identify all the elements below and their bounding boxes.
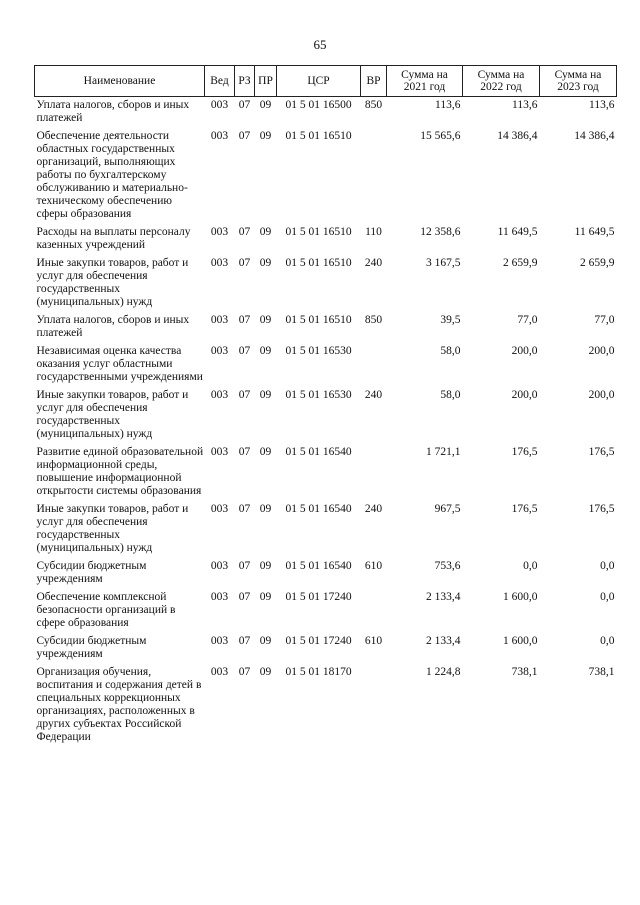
cell-sum-2021: 58,0: [440, 389, 461, 401]
cell-ved: 003: [210, 503, 229, 515]
cell-pr: 09: [259, 591, 272, 603]
cell-pr: 09: [259, 314, 272, 326]
cell-name: Иные закупки товаров, работ и услуг для обеспечения государственных (муниципальных) нужд: [36, 389, 189, 440]
cell-vr: [361, 343, 387, 387]
cell-ved: 003: [210, 226, 229, 238]
cell-sum-2021: 1 721,1: [426, 446, 461, 458]
cell-vr: 850: [364, 314, 383, 326]
cell-sum-2021: 967,5: [434, 503, 461, 515]
cell-sum-2021: 2 133,4: [426, 591, 461, 603]
cell-vr: 110: [365, 226, 382, 238]
cell-rz: 07: [238, 314, 251, 326]
cell-sum-2023: 200,0: [588, 389, 615, 401]
cell-csr: 01 5 01 16510: [285, 130, 352, 142]
cell-ved: 003: [210, 666, 229, 678]
cell-pr: 09: [259, 503, 272, 515]
header-vr: ВР: [361, 66, 387, 97]
table-row: [35, 558, 617, 589]
cell-ved: 003: [210, 560, 229, 572]
cell-sum-2022: 200,0: [511, 389, 538, 401]
cell-sum-2022: 1 600,0: [503, 591, 538, 603]
cell-rz: 07: [238, 345, 251, 357]
cell-pr: 09: [259, 560, 272, 572]
cell-csr: 01 5 01 16510: [285, 314, 352, 326]
cell-vr: [361, 589, 387, 633]
cell-sum-2021: 15 565,6: [420, 130, 461, 142]
cell-vr: 850: [364, 99, 383, 111]
table-row: [35, 128, 617, 224]
cell-ved: 003: [210, 314, 229, 326]
cell-name: Расходы на выплаты персоналу казенных учреждений: [36, 226, 191, 251]
cell-csr: 01 5 01 16530: [285, 389, 352, 401]
table-header-row: [35, 66, 617, 97]
cell-sum-2021: 12 358,6: [420, 226, 461, 238]
table-row: [35, 501, 617, 558]
cell-sum-2023: 113,6: [589, 99, 615, 111]
cell-csr: 01 5 01 16510: [285, 226, 352, 238]
cell-ved: 003: [210, 130, 229, 142]
cell-sum-2022: 113,6: [512, 99, 538, 111]
header-csr: ЦСР: [277, 66, 361, 97]
cell-pr: 09: [259, 226, 272, 238]
table-row: [35, 255, 617, 312]
cell-sum-2022: 176,5: [511, 503, 538, 515]
cell-ved: 003: [210, 446, 229, 458]
cell-name: Развитие единой образовательной информационной среды, повышение информационной открытости системы образования: [36, 446, 204, 497]
table-row: [35, 97, 617, 129]
cell-ved: 003: [210, 635, 229, 647]
header-rz: РЗ: [235, 66, 255, 97]
table-row: [35, 312, 617, 343]
cell-rz: 07: [238, 635, 251, 647]
cell-rz: 07: [238, 99, 251, 111]
cell-sum-2021: 39,5: [440, 314, 461, 326]
cell-name: Организация обучения, воспитания и содержания детей в специальных коррекционных организациях, расположенных в других субъектах Российской Федерации: [36, 666, 202, 743]
cell-csr: 01 5 01 16540: [285, 560, 352, 572]
cell-name: Уплата налогов, сборов и иных платежей: [36, 314, 190, 339]
cell-sum-2023: 738,1: [588, 666, 615, 678]
table-row: [35, 224, 617, 255]
cell-rz: 07: [238, 130, 251, 142]
cell-sum-2021: 753,6: [434, 560, 461, 572]
cell-sum-2022: 176,5: [511, 446, 538, 458]
cell-pr: 09: [259, 389, 272, 401]
cell-pr: 09: [259, 635, 272, 647]
cell-sum-2023: 176,5: [588, 446, 615, 458]
cell-rz: 07: [238, 666, 251, 678]
cell-pr: 09: [259, 446, 272, 458]
cell-sum-2023: 77,0: [594, 314, 615, 326]
cell-csr: 01 5 01 16500: [285, 99, 352, 111]
cell-ved: 003: [210, 591, 229, 603]
cell-name: Независимая оценка качества оказания услуг областными государственными учреждениями: [36, 345, 203, 383]
cell-sum-2022: 0,0: [523, 560, 538, 572]
cell-sum-2021: 2 133,4: [426, 635, 461, 647]
cell-ved: 003: [210, 389, 229, 401]
cell-sum-2023: 0,0: [600, 635, 615, 647]
cell-sum-2022: 200,0: [511, 345, 538, 357]
cell-ved: 003: [210, 345, 229, 357]
cell-csr: 01 5 01 16510: [285, 257, 352, 269]
cell-sum-2023: 11 649,5: [574, 226, 615, 238]
cell-vr: 240: [364, 257, 383, 269]
table-row: [35, 444, 617, 501]
cell-sum-2023: 200,0: [588, 345, 615, 357]
cell-rz: 07: [238, 226, 251, 238]
cell-rz: 07: [238, 389, 251, 401]
cell-ved: 003: [210, 257, 229, 269]
cell-sum-2023: 2 659,9: [580, 257, 615, 269]
cell-pr: 09: [259, 99, 272, 111]
cell-vr: 610: [364, 560, 383, 572]
table-row: [35, 387, 617, 444]
cell-sum-2021: 1 224,8: [426, 666, 461, 678]
cell-sum-2023: 14 386,4: [574, 130, 615, 142]
cell-csr: 01 5 01 16540: [285, 503, 352, 515]
cell-rz: 07: [238, 560, 251, 572]
cell-vr: [361, 664, 387, 747]
cell-name: Субсидии бюджетным учреждениям: [36, 635, 147, 660]
cell-name: Уплата налогов, сборов и иных платежей: [36, 99, 190, 124]
cell-vr: 610: [364, 635, 383, 647]
cell-sum-2022: 11 649,5: [497, 226, 538, 238]
cell-csr: 01 5 01 17240: [285, 635, 352, 647]
cell-rz: 07: [238, 446, 251, 458]
cell-pr: 09: [259, 130, 272, 142]
header-sum-2021: Сумма на 2021 год: [387, 66, 463, 97]
cell-pr: 09: [259, 666, 272, 678]
cell-name: Иные закупки товаров, работ и услуг для обеспечения государственных (муниципальных) нужд: [36, 503, 189, 554]
header-pr: ПР: [255, 66, 277, 97]
cell-sum-2021: 58,0: [440, 345, 461, 357]
cell-rz: 07: [238, 257, 251, 269]
cell-name: Иные закупки товаров, работ и услуг для обеспечения государственных (муниципальных) нужд: [36, 257, 189, 308]
cell-sum-2022: 738,1: [511, 666, 538, 678]
cell-sum-2021: 3 167,5: [426, 257, 461, 269]
cell-sum-2022: 2 659,9: [503, 257, 538, 269]
cell-name: Субсидии бюджетным учреждениям: [36, 560, 147, 585]
cell-vr: 240: [364, 503, 383, 515]
cell-vr: [361, 444, 387, 501]
cell-sum-2022: 14 386,4: [497, 130, 538, 142]
cell-vr: [361, 128, 387, 224]
cell-csr: 01 5 01 17240: [285, 591, 352, 603]
cell-name: Обеспечение деятельности областных государственных организаций, выполняющих работы по бухгалтерскому обслуживанию и материально-техническому обеспечению сферы образования: [36, 130, 188, 220]
cell-pr: 09: [259, 257, 272, 269]
cell-sum-2023: 0,0: [600, 560, 615, 572]
table-row: [35, 664, 617, 747]
cell-csr: 01 5 01 16530: [285, 345, 352, 357]
table-row: [35, 343, 617, 387]
cell-vr: 240: [364, 389, 383, 401]
header-sum-2022: Сумма на 2022 год: [463, 66, 540, 97]
header-sum-2023: Сумма на 2023 год: [540, 66, 617, 97]
cell-csr: 01 5 01 18170: [285, 666, 352, 678]
cell-pr: 09: [259, 345, 272, 357]
cell-sum-2023: 176,5: [588, 503, 615, 515]
cell-ved: 003: [210, 99, 229, 111]
cell-rz: 07: [238, 591, 251, 603]
cell-sum-2021: 113,6: [435, 99, 461, 111]
cell-rz: 07: [238, 503, 251, 515]
budget-table: [34, 65, 617, 747]
cell-sum-2022: 77,0: [517, 314, 538, 326]
cell-sum-2023: 0,0: [600, 591, 615, 603]
table-row: [35, 633, 617, 664]
table-row: [35, 589, 617, 633]
header-name: Наименование: [35, 66, 205, 97]
header-ved: Вед: [205, 66, 235, 97]
page-number: 65: [313, 37, 327, 52]
cell-csr: 01 5 01 16540: [285, 446, 352, 458]
cell-name: Обеспечение комплексной безопасности организаций в сфере образования: [36, 591, 176, 629]
cell-sum-2022: 1 600,0: [503, 635, 538, 647]
